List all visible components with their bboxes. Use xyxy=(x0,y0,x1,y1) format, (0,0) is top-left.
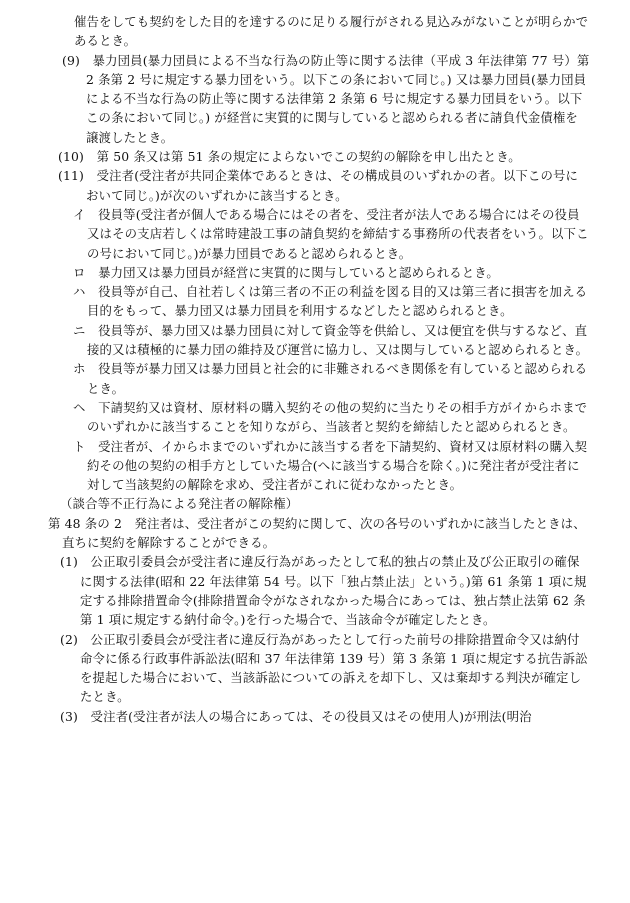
item-9: (9) 暴力団員(暴力団員による不当な行為の防止等に関する法律（平成 3 年法律第 77 号）第 2 条第 2 号に規定する暴力団をいう。以下この条において同じ。) 又は暴力団員(暴力団員による不当な行為の防止等に関する法律第 2 条第 6 号に規定する暴力団員をいう。以下この条において同じ。) が経営に実質的に関与していると認められる者に請負代金債権を譲渡したとき。 xyxy=(62,52,590,145)
sub-item-he: ヘ 下請契約又は資材、原材料の購入契約その他の契約に当たりその相手方がイからホまでのいずれかに該当することを知りながら、当該者と契約を締結したと認められるとき。 xyxy=(73,399,588,435)
item-11: (11) 受注者(受注者が共同企業体であるときは、その構成員のいずれかの者。以下この号において同じ。)が次のいずれかに該当するとき。 xyxy=(58,168,579,203)
sub-item-to: ト 受注者が、イからホまでのいずれかに該当する者を下請契約、資材又は原材料の購入契約その他の契約の相手方としていた場合(へに該当する場合を除く。)に発注者が受注者に対して当該契約の解除を求め、受注者がこれに従わなかったとき。 xyxy=(73,438,588,493)
article-item-2: (2) 公正取引委員会が受注者に違反行為があったとして行った前号の排除措置命令又は納付命令に係る行政事件訴訟法(昭和 37 年法律第 139 号）第 3 条第 1 項に規定する抗告訴訟を提起した場合において、当該訴訟についての訴えを却下し、又は棄却する判決が確定したとき。 xyxy=(60,631,588,705)
continuation-text: 催告をしても契約をした目的を達するのに足りる履行がされる見込みがないことが明らかであるとき。 xyxy=(74,14,589,49)
section-heading: （談合等不正行為による発注者の解除権） xyxy=(60,496,299,512)
sub-item-ho: ホ 役員等が暴力団又は暴力団員と社会的に非難されるべき関係を有していると認められるとき。 xyxy=(73,361,588,396)
item-10: (10) 第 50 条又は第 51 条の規定によらないでこの契約の解除を申し出たとき。 xyxy=(58,149,521,165)
article-48-2: 第 48 条の 2 発注者は、受注者がこの契約に関して、次の各号のいずれかに該当したときは、直ちに契約を解除することができる。 xyxy=(48,515,586,551)
sub-item-ha: ハ 役員等が自己、自社若しくは第三者の不正の利益を図る目的又は第三者に損害を加える目的をもって、暴力団又は暴力団員を利用するなどしたと認められるとき。 xyxy=(73,284,588,319)
article-item-1: (1) 公正取引委員会が受注者に違反行為があったとして私的独占の禁止及び公正取引の確保に関する法律(昭和 22 年法律第 54 号。以下「独占禁止法」という。)第 61 条第 1 項に規定する排除措置命令(排除措置命令がなされなかった場合にあっては、独占禁止法第 62 条第 1 項に規定する納付命令。)を行った場合で、当該命令が確定したとき。 xyxy=(60,554,587,628)
sub-item-ni: ニ 役員等が、暴力団又は暴力団員に対して資金等を供給し、又は便宜を供与するなど、直接的又は積極的に暴力団の維持及び運営に協力し、又は関与していると認められるとき。 xyxy=(73,322,589,358)
sub-item-ro: ロ 暴力団又は暴力団員が経営に実質的に関与していると認められるとき。 xyxy=(73,264,499,280)
sub-item-i: イ 役員等(受注者が個人である場合にはその者を、受注者が法人である場合にはその役員又はその支店若しくは常時建設工事の請負契約を締結する事務所の代表者をいう。以下この号において同じ。)が暴力団員であると認められるとき。 xyxy=(73,206,589,261)
article-item-3: (3) 受注者(受注者が法人の場合にあっては、その役員又はその使用人)が刑法(明治 xyxy=(60,708,532,724)
